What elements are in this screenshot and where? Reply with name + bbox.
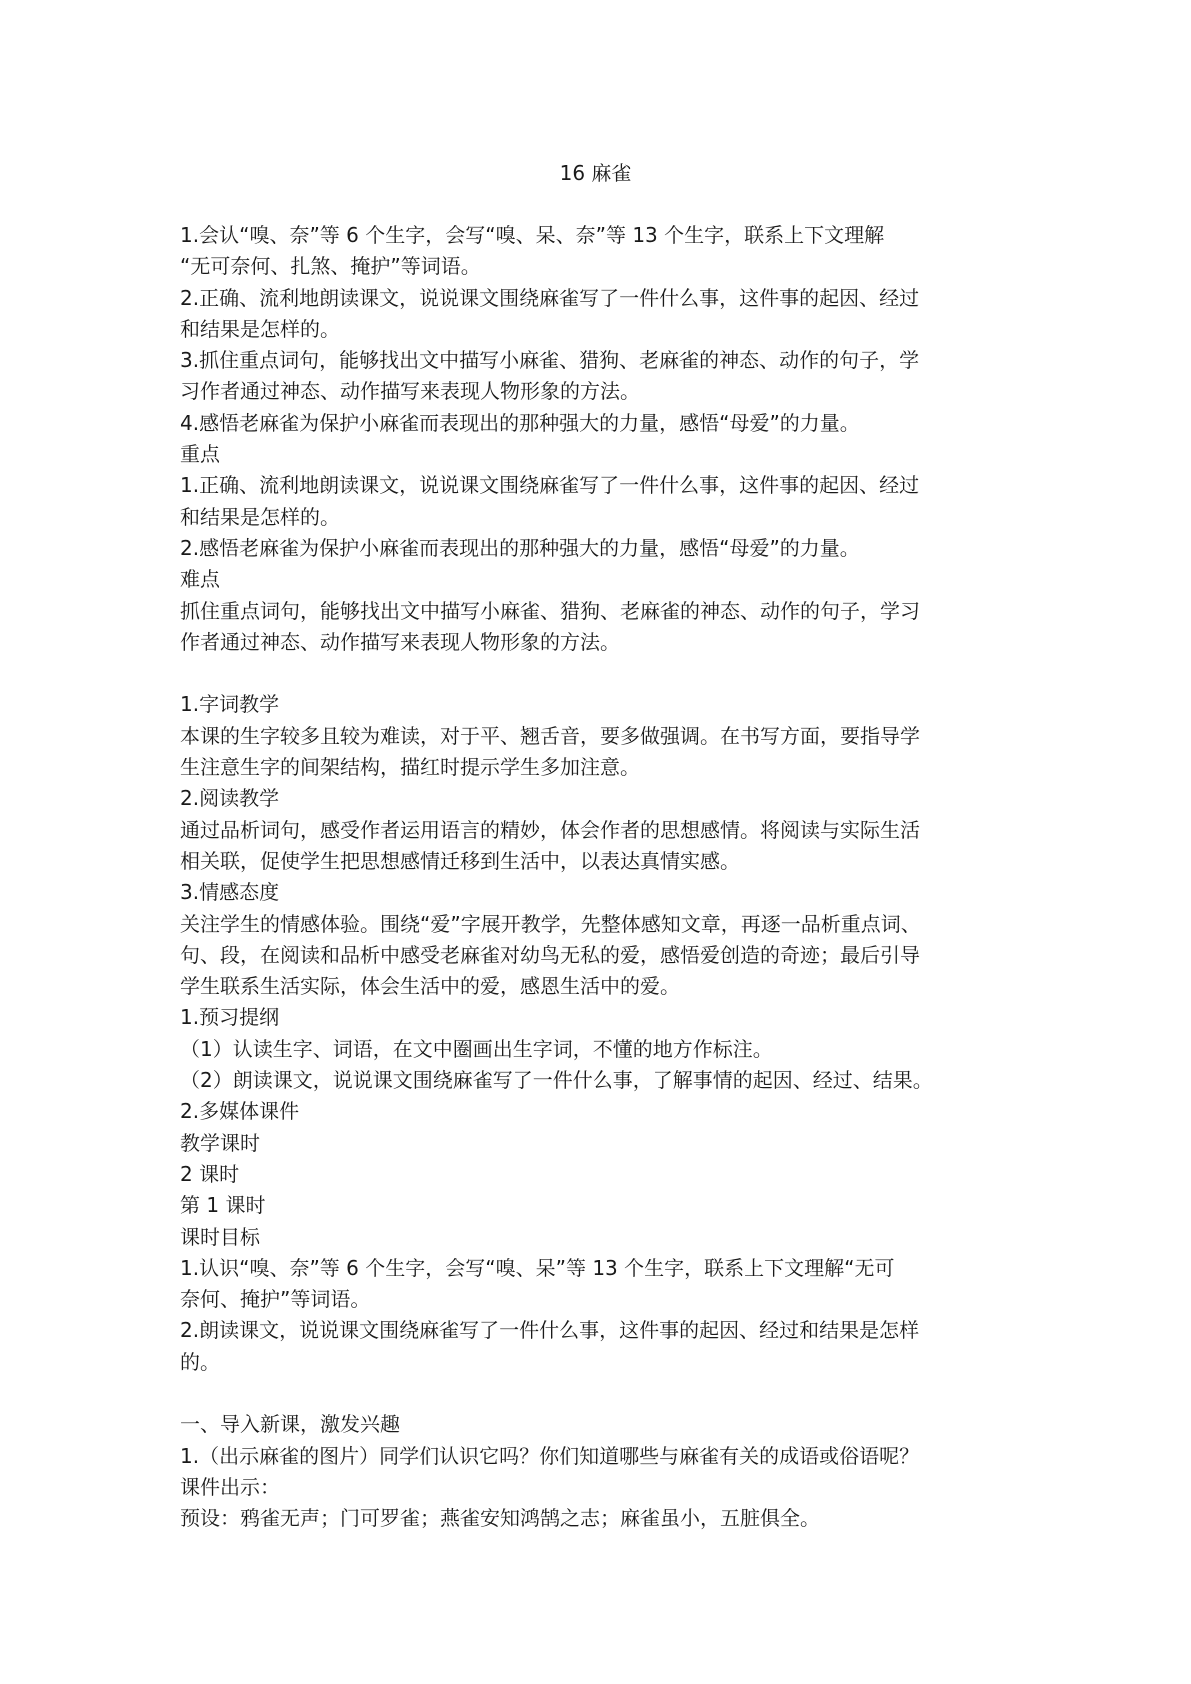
text-line: 教学课时 [180, 1130, 260, 1155]
text-line: （2）朗读课文，说说课文围绕麻雀写了一件什么事，了解事情的起因、经过、结果。 [180, 1068, 933, 1093]
text-line: “无可奈何、扎煞、掩护”等词语。 [180, 254, 481, 279]
text-line: 关注学生的情感体验。围绕“爱”字展开教学，先整体感知文章，再逐一品析重点词、 [180, 911, 921, 936]
text-line: 和结果是怎样的。 [180, 504, 340, 529]
text-line: 1.认识“嗅、奈”等 6 个生字，会写“嗅、呆”等 13 个生字，联系上下文理解“无可 [180, 1255, 895, 1280]
text-line: 一、导入新课，激发兴趣 [180, 1412, 400, 1437]
text-line: （1）认读生字、词语，在文中圈画出生字词，不懂的地方作标注。 [180, 1036, 773, 1061]
document-body [180, 220, 1020, 1534]
text-line: 通过品析词句，感受作者运用语言的精妙，体会作者的思想感情。将阅读与实际生活 [180, 817, 920, 842]
text-line: 2.朗读课文，说说课文围绕麻雀写了一件什么事，这件事的起因、经过和结果是怎样 [180, 1318, 920, 1343]
text-line: 3.情感态度 [180, 880, 280, 905]
text-line: 1.会认“嗅、奈”等 6 个生字，会写“嗅、呆、奈”等 13 个生字，联系上下文理解 [180, 223, 885, 247]
text-line: 习作者通过神态、动作描写来表现人物形象的方法。 [180, 379, 640, 404]
text-line: 学生联系生活实际，体会生活中的爱，感恩生活中的爱。 [180, 974, 680, 999]
text-line: 作者通过神态、动作描写来表现人物形象的方法。 [180, 629, 620, 654]
page-title: 16 麻雀 [559, 161, 632, 185]
text-line: 生注意生字的间架结构，描红时提示学生多加注意。 [180, 755, 640, 780]
text-line: 预设：鸦雀无声；门可罗雀；燕雀安知鸿鹄之志；麻雀虽小，五脏俱全。 [180, 1506, 820, 1531]
text-line: 4.感悟老麻雀为保护小麻雀而表现出的那种强大的力量，感悟“母爱”的力量。 [180, 410, 860, 435]
text-line: 1.字词教学 [180, 692, 280, 717]
text-line: 3.抓住重点词句，能够找出文中描写小麻雀、猎狗、老麻雀的神态、动作的句子，学 [180, 348, 920, 373]
text-line: 1.（出示麻雀的图片）同学们认识它吗？你们知道哪些与麻雀有关的成语或俗语呢？ [180, 1443, 920, 1468]
text-line: 抓住重点词句，能够找出文中描写小麻雀、猎狗、老麻雀的神态、动作的句子，学习 [180, 598, 920, 623]
text-line: 2.阅读教学 [180, 786, 280, 811]
text-line: 本课的生字较多且较为难读，对于平、翘舌音，要多做强调。在书写方面，要指导学 [180, 723, 920, 748]
text-line: 2.多媒体课件 [180, 1099, 300, 1124]
text-line: 的。 [180, 1349, 220, 1374]
text-line: 2 课时 [180, 1161, 240, 1186]
text-line: 句、段，在阅读和品析中感受老麻雀对幼鸟无私的爱，感悟爱创造的奇迹；最后引导 [180, 942, 920, 967]
blank-line [180, 658, 1020, 689]
text-line: 2.感悟老麻雀为保护小麻雀而表现出的那种强大的力量，感悟“母爱”的力量。 [180, 535, 860, 560]
text-line: 难点 [180, 567, 220, 592]
text-line: 和结果是怎样的。 [180, 316, 340, 341]
text-line: 1.正确、流利地朗读课文，说说课文围绕麻雀写了一件什么事，这件事的起因、经过 [180, 473, 920, 498]
text-line: 课件出示： [180, 1474, 280, 1499]
text-line: 奈何、掩护”等词语。 [180, 1287, 371, 1312]
text-line: 相关联，促使学生把思想感情迁移到生活中，以表达真情实感。 [180, 848, 740, 873]
text-line: 重点 [180, 442, 220, 467]
text-line: 第 1 课时 [180, 1193, 266, 1218]
text-line: 1.预习提纲 [180, 1005, 280, 1030]
text-line: 2.正确、流利地朗读课文，说说课文围绕麻雀写了一件什么事，这件事的起因、经过 [180, 285, 920, 310]
blank-line [180, 1378, 1020, 1409]
text-line: 课时目标 [180, 1224, 260, 1249]
